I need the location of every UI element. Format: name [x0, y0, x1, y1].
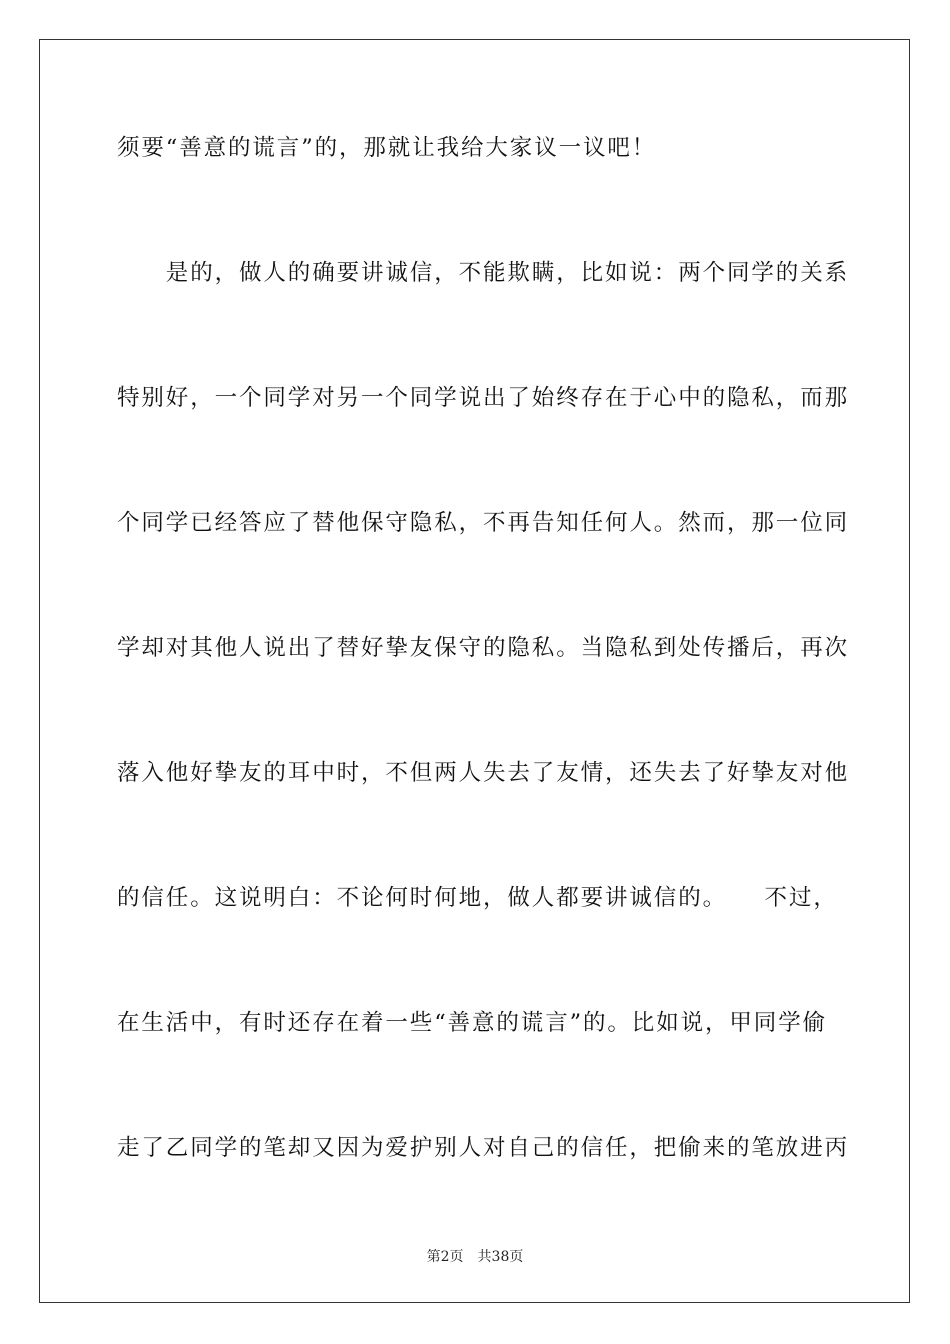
body-text-line: 特别好，一个同学对另一个同学说出了始终存在于心中的隐私，而那 [117, 385, 850, 411]
body-text-line: 落入他好挚友的耳中时，不但两人失去了友情，还失去了好挚友对他 [117, 760, 850, 786]
body-text-line: 的信任。这说明白：不论何时何地，做人都要讲诚信的。 不过， [117, 885, 838, 911]
body-text-line: 须要“善意的谎言”的，那就让我给大家议一议吧！ [117, 135, 657, 161]
body-text-line: 是的，做人的确要讲诚信，不能欺瞒，比如说：两个同学的关系 [117, 260, 850, 286]
body-text-line: 学却对其他人说出了替好挚友保守的隐私。当隐私到处传播后，再次 [117, 635, 850, 661]
page-number-footer: 第2页 共38页 [426, 1249, 524, 1265]
page-frame [39, 39, 910, 1303]
body-text-line: 在生活中，有时还存在着一些“善意的谎言”的。比如说，甲同学偷 [117, 1010, 828, 1036]
body-text-line: 走了乙同学的笔却又因为爱护别人对自己的信任，把偷来的笔放进丙 [117, 1135, 850, 1161]
body-text-line: 个同学已经答应了替他保守隐私，不再告知任何人。然而，那一位同 [117, 510, 850, 536]
